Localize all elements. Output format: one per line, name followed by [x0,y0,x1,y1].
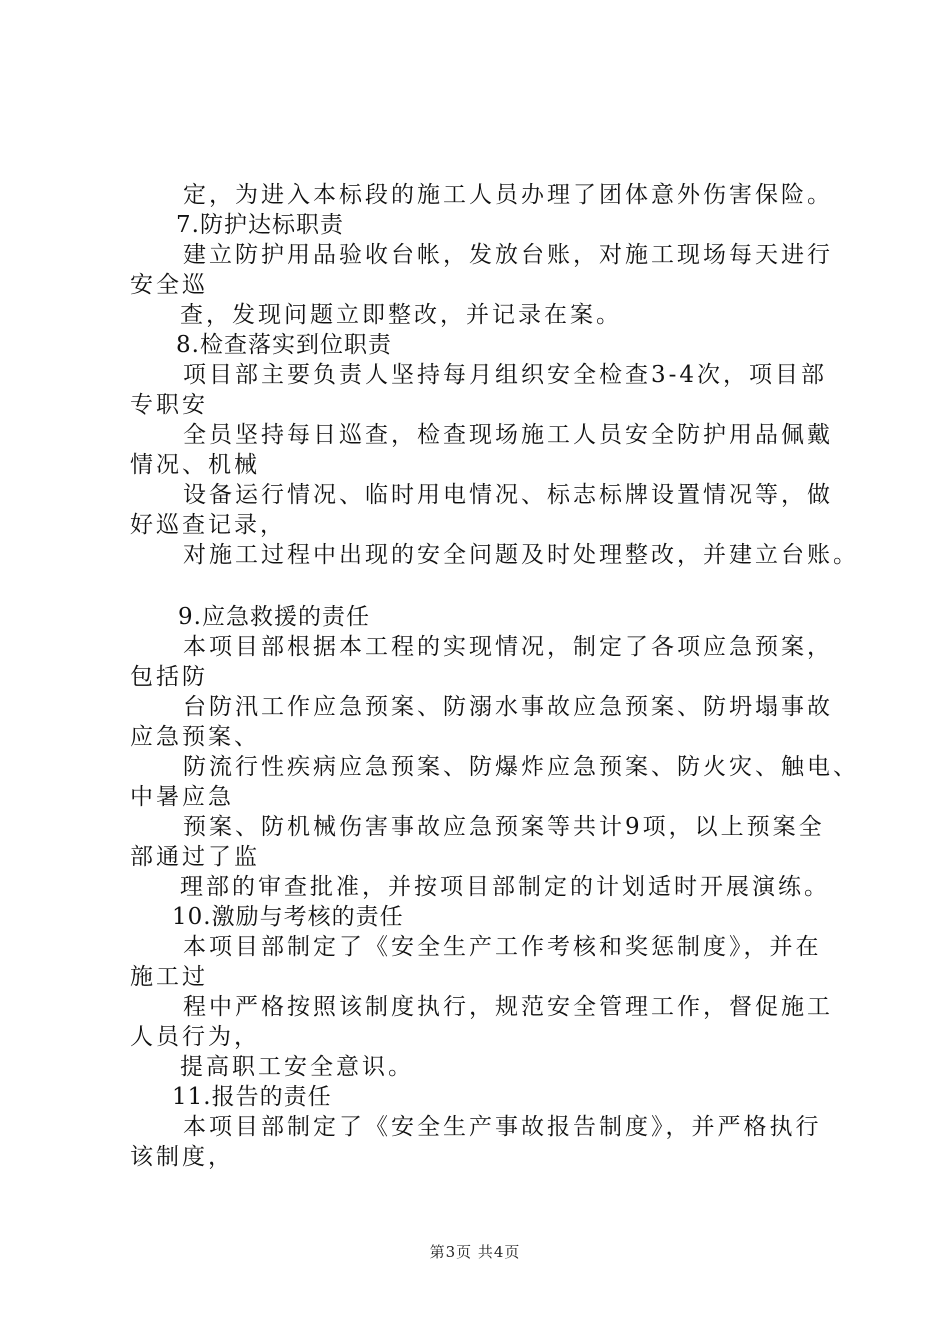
section-heading: 10.激励与考核的责任 [172,904,404,930]
body-line: 对施工过程中出现的安全问题及时处理整改，并建立台账。 [183,542,859,568]
body-line: 定，为进入本标段的施工人员办理了团体意外伤害保险。 [183,182,833,208]
body-line: 防流行性疾病应急预案、防爆炸应急预案、防火灾、触电、 [183,754,859,780]
body-line: 程中严格按照该制度执行，规范安全管理工作，督促施工 [183,994,833,1020]
body-line: 查，发现问题立即整改，并记录在案。 [180,302,622,328]
body-line: 人员行为， [130,1024,260,1050]
section-heading: 7.防护达标职责 [176,212,344,238]
body-line: 本项目部制定了《安全生产工作考核和奖惩制度》，并在 [183,934,822,960]
body-line: 项目部主要负责人坚持每月组织安全检查3-4次，项目部 [183,362,828,388]
page-number-footer: 第3页 共4页 [429,1243,521,1261]
body-line: 理部的审查批准，并按项目部制定的计划适时开展演练。 [180,874,830,900]
section-heading: 9.应急救援的责任 [178,604,370,630]
body-line: 设备运行情况、临时用电情况、标志标牌设置情况等，做 [183,482,833,508]
body-line: 全员坚持每日巡查，检查现场施工人员安全防护用品佩戴 [183,422,833,448]
body-line: 专职安 [130,392,208,418]
body-line: 部通过了监 [130,844,260,870]
section-heading: 11.报告的责任 [172,1084,332,1110]
body-line: 建立防护用品验收台帐，发放台账，对施工现场每天进行 [183,242,833,268]
body-line: 安全巡 [130,272,208,298]
section-heading: 8.检查落实到位职责 [176,332,392,358]
body-line: 施工过 [130,964,208,990]
body-line: 情况、机械 [130,452,260,478]
body-line: 本项目部制定了《安全生产事故报告制度》，并严格执行 [183,1114,822,1140]
body-line: 好巡查记录， [130,512,286,538]
body-line: 该制度， [130,1144,234,1170]
body-line: 本项目部根据本工程的实现情况，制定了各项应急预案， [183,634,833,660]
body-line: 包括防 [130,664,208,690]
body-line: 台防汛工作应急预案、防溺水事故应急预案、防坍塌事故 [183,694,833,720]
body-line: 提高职工安全意识。 [180,1054,414,1080]
body-line: 预案、防机械伤害事故应急预案等共计9项，以上预案全 [183,814,825,840]
body-line: 应急预案、 [130,724,260,750]
body-line: 中暑应急 [130,784,234,810]
